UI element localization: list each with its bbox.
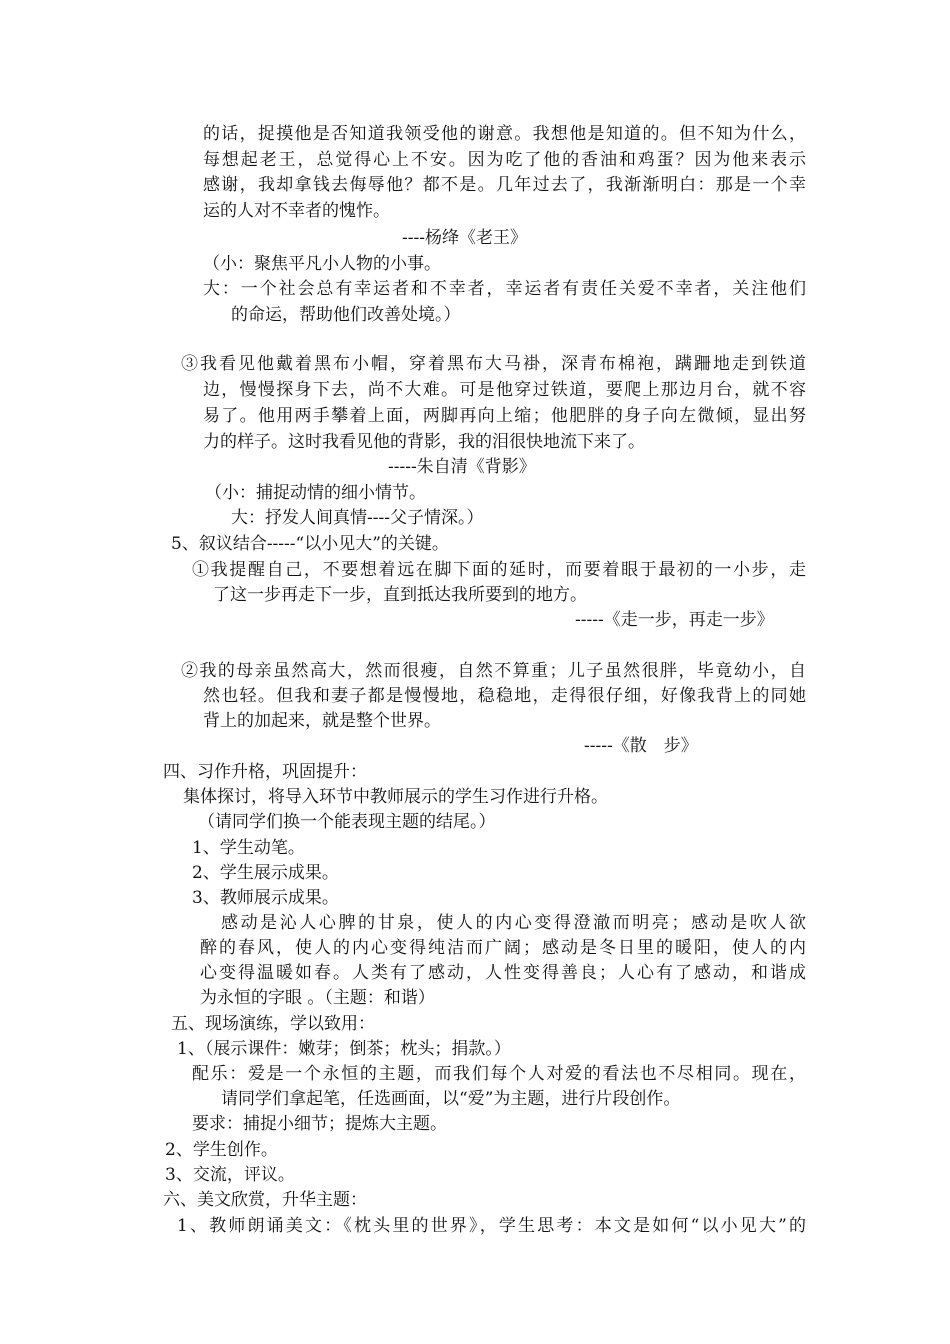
part4-hint: （请同学们换一个能表现主题的结尾。）: [198, 812, 496, 832]
part5-heading: 五、现场演练，学以致用：: [171, 1014, 375, 1034]
section5-item2-line-2: 然也轻。但我和妻子都是慢慢地，稳稳地，走得很仔细，好像我背上的同她: [203, 686, 806, 706]
beiying-line-1: ③我看见他戴着黑布小帽，穿着黑布大马褂，深青布棉袍，蹒跚地走到铁道: [181, 354, 806, 374]
section5-item2-line-3: 背上的加起来，就是整个世界。: [203, 711, 441, 731]
laowang-note-big-2: 的命运，帮助他们改善处境。）: [231, 305, 461, 325]
section5-item1-source: -----《走一步，再走一步》: [575, 610, 774, 630]
part5-item3: 3、交流，评议。: [165, 1165, 295, 1185]
laowang-note-big-1: 大：一个社会总有幸运者和不幸者，幸运者有责任关爱不幸者，关注他们: [203, 279, 806, 299]
beiying-line-3: 易了。他用两手攀着上面，两脚再向上缩；他肥胖的身子向左微倾，显出努: [203, 406, 806, 426]
part4-heading: 四、习作升格，巩固提升：: [163, 762, 367, 782]
section5-item1-line-2: 了这一步再走下一步，直到抵达我所要到的地方。: [213, 585, 587, 605]
part6-heading: 六、美文欣赏，升华主题：: [163, 1190, 367, 1210]
part5-item2: 2、学生创作。: [165, 1140, 278, 1160]
part4-sample-line-1: 感动是沁人心脾的甘泉，使人的内心变得澄澈而明亮；感动是吹人欲: [221, 913, 806, 933]
section5-item1-line-1: ①我提醒自己，不要想着远在脚下面的延时，而要着眼于最初的一小步，走: [192, 560, 806, 580]
part5-music-line-1: 配乐：爱是一个永恒的主题，而我们每个人对爱的看法也不尽相同。现在，: [192, 1064, 806, 1084]
laowang-line-2: 每想起老王，总觉得心上不安。因为吃了他的香油和鸡蛋？因为他来表示: [203, 150, 806, 170]
laowang-source: ----杨绛《老王》: [402, 228, 527, 248]
part4-sample-line-3: 心变得温暖如春。人类有了感动，人性变得善良；人心有了感动，和谐成: [200, 963, 806, 983]
part5-requirement: 要求：捕捉小细节；提炼大主题。: [192, 1114, 447, 1134]
part4-sample-line-4: 为永恒的字眼 。（主题：和谐）: [200, 988, 435, 1008]
laowang-line-4: 运的人对不幸者的愧怍。: [203, 201, 390, 221]
part5-item1: 1、（展示课件：嫩芽；倒茶；枕头；捐款。）: [177, 1039, 511, 1059]
laowang-note-small: （小：聚焦平凡小人物的小事。: [203, 254, 441, 274]
laowang-line-1: 的话，捉摸他是否知道我领受他的谢意。我想他是知道的。但不知为什么，: [203, 124, 806, 144]
part4-intro: 集体探讨，将导入环节中教师展示的学生习作进行升格。: [183, 787, 608, 807]
part6-item1: 1、教师朗诵美文：《枕头里的世界》，学生思考：本文是如何“以小见大”的: [177, 1216, 806, 1236]
part4-step-2: 2、学生展示成果。: [192, 863, 339, 883]
part5-music-line-2: 请同学们拿起笔，任选画面，以“爱”为主题，进行片段创作。: [221, 1089, 681, 1109]
beiying-line-4: 力的样子。这时我看见他的背影，我的泪很快地流下来了。: [203, 432, 645, 452]
part4-sample-line-2: 醉的春风，使人的内心变得纯洁而广阔；感动是冬日里的暖阳，使人的内: [200, 938, 806, 958]
laowang-line-3: 感谢，我却拿钱去侮辱他？都不是。几年过去了，我渐渐明白：那是一个幸: [203, 175, 806, 195]
beiying-note-big: 大：抒发人间真情----父子情深。）: [231, 508, 484, 528]
beiying-note-small: （小：捕捉动情的细小情节。: [205, 483, 426, 503]
section5-heading: 5、叙议结合-----“以小见大”的关键。: [171, 534, 449, 554]
section5-item2-source: -----《散 步》: [584, 736, 698, 756]
section5-item2-line-1: ②我的母亲虽然高大，然而很瘦，自然不算重；儿子虽然很胖，毕竟幼小，自: [181, 661, 806, 681]
part4-step-1: 1、学生动笔。: [192, 838, 305, 858]
part4-step-3: 3、教师展示成果。: [192, 888, 339, 908]
beiying-source: -----朱自清《背影》: [388, 457, 536, 477]
beiying-line-2: 边，慢慢探身下去，尚不大难。可是他穿过铁道，要爬上那边月台，就不容: [203, 380, 806, 400]
